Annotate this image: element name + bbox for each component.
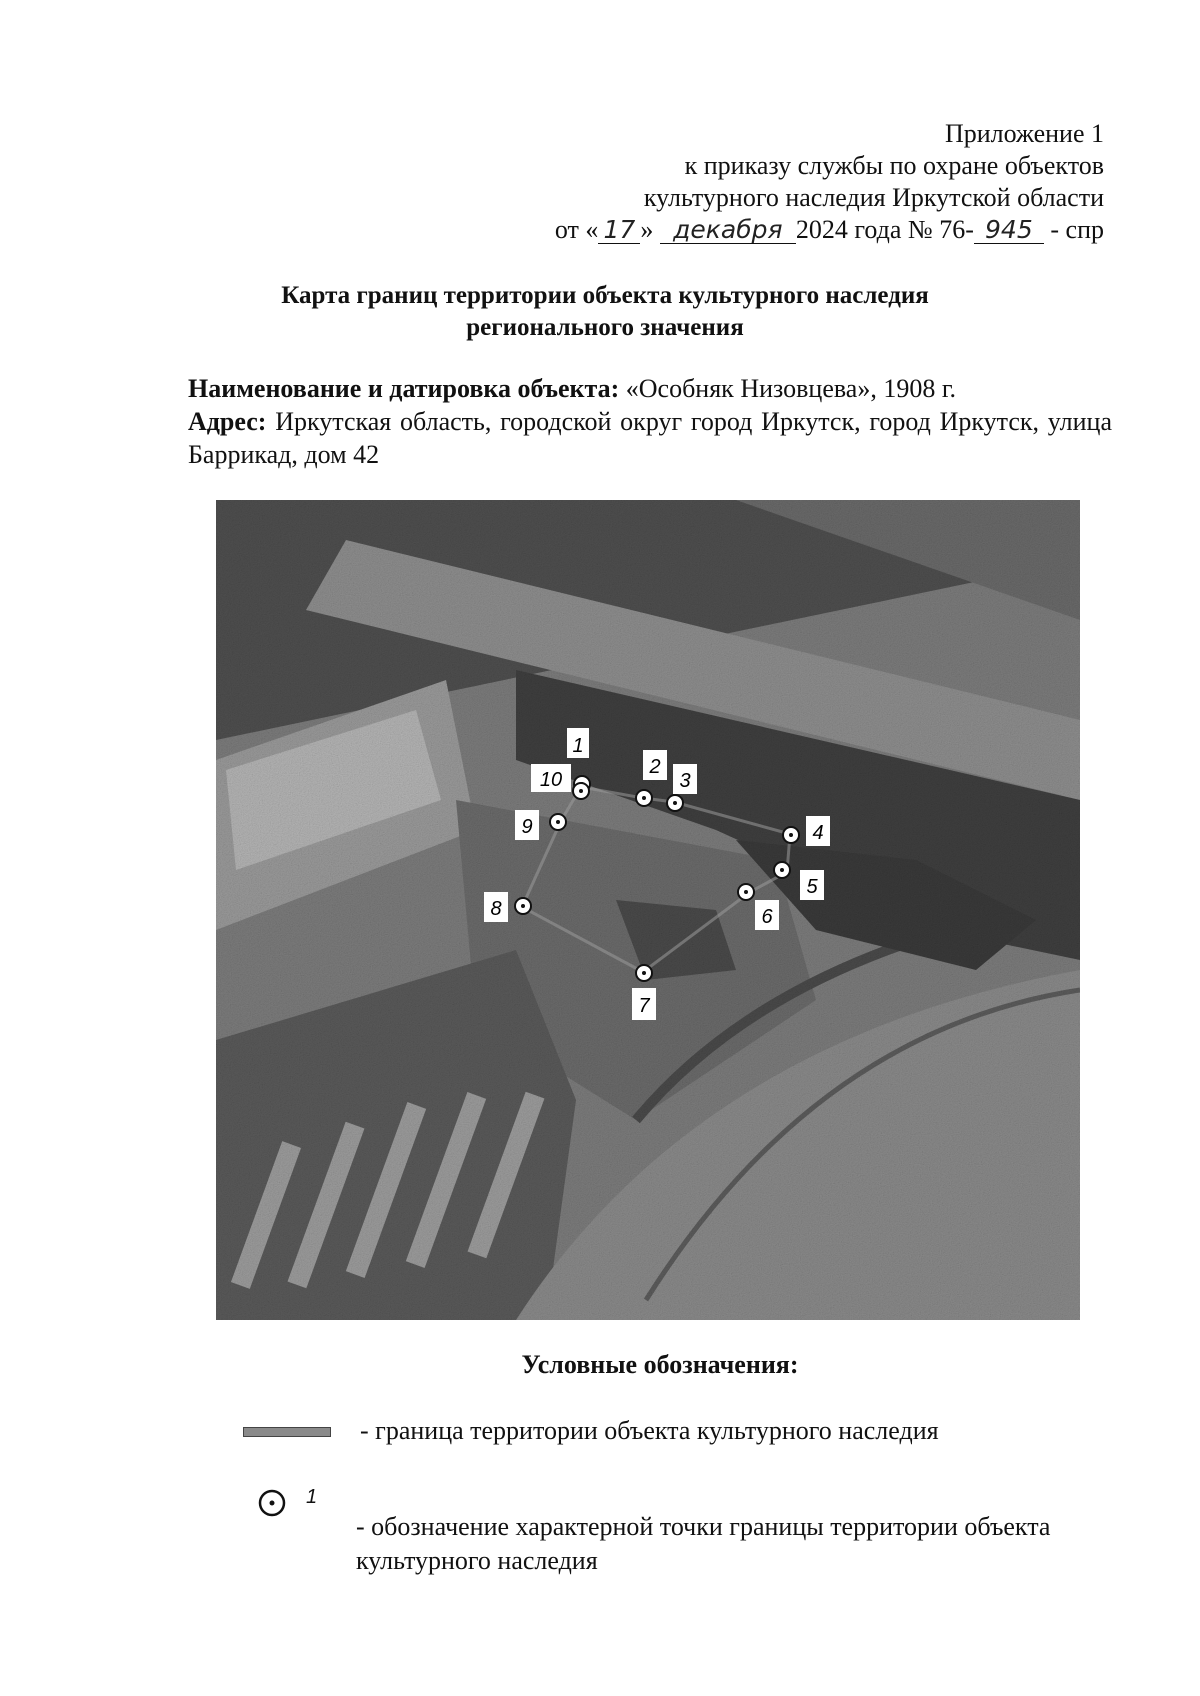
title-line-1: Карта границ территории объекта культурного наследия [281, 282, 929, 309]
point-legend-line-1: - обозначение характерной точки границы территории объекта [356, 1512, 1051, 1541]
object-name-value: «Особняк Низовцева», 1908 г. [625, 374, 957, 403]
handwritten-month: декабря [660, 217, 796, 244]
svg-text:5: 5 [806, 876, 818, 898]
authority-line: культурного наследия Иркутской области [643, 183, 1104, 212]
date-prefix: от « [554, 215, 599, 244]
point-legend-line-2: культурного наследия [356, 1546, 598, 1575]
svg-text:8: 8 [490, 898, 502, 920]
aerial-map [216, 500, 1080, 1320]
svg-text:1: 1 [572, 735, 584, 757]
legend-title: Условные обозначения: [521, 1350, 799, 1379]
order-date-line [555, 214, 1104, 246]
address-label: Адрес: [188, 407, 267, 436]
boundary-point-7 [632, 965, 656, 1020]
year-text: 2024 года № 76- [795, 215, 974, 244]
order-reference-line: к приказу службы по охране объектов [684, 151, 1104, 180]
order-suffix: - спр [1050, 215, 1104, 244]
boundary-legend-swatch [243, 1427, 331, 1437]
svg-text:2: 2 [649, 756, 661, 778]
svg-text:4: 4 [812, 822, 824, 844]
document-title [180, 280, 1030, 344]
point-legend-text [356, 1510, 1050, 1578]
svg-text:10: 10 [539, 769, 563, 791]
date-mid: » [640, 215, 654, 244]
object-name-label: Наименование и датировка объекта: [188, 374, 620, 403]
svg-text:9: 9 [521, 816, 533, 838]
object-name [188, 372, 1112, 405]
handwritten-order-number: 945 [974, 217, 1044, 244]
boundary-legend-text: - граница территории объекта культурного наследия [360, 1416, 939, 1445]
svg-text:6: 6 [761, 906, 773, 928]
point-marker-icon [256, 1487, 288, 1519]
svg-text:7: 7 [638, 995, 650, 1017]
title-line-2: регионального значения [466, 314, 744, 341]
legend-point-number: 1 [306, 1486, 318, 1508]
aerial-map-svg [216, 500, 1080, 1320]
svg-text:3: 3 [679, 770, 691, 792]
handwritten-day: 17 [598, 217, 640, 244]
object-address [188, 405, 1112, 471]
appendix-label: Приложение 1 [944, 119, 1104, 148]
address-value: Иркутская область, городской округ город Иркутск, город Иркутск, улица Баррикад, дом 42 [188, 407, 1112, 469]
